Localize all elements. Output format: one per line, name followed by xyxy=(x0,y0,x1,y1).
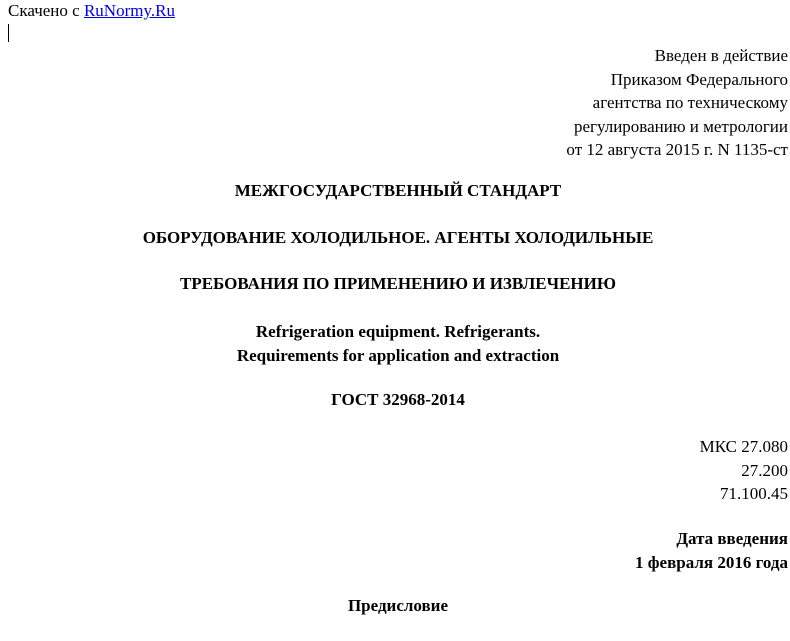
downloaded-from-line xyxy=(8,0,175,22)
document-title: ОБОРУДОВАНИЕ ХОЛОДИЛЬНОЕ. АГЕНТЫ ХОЛОДИЛЬНЫЕ xyxy=(142,228,654,247)
intro-line: регулированию и метрологии xyxy=(573,116,788,136)
intro-line: Введен в действие xyxy=(654,46,788,65)
introduction-block xyxy=(566,44,788,162)
text-cursor xyxy=(8,24,9,42)
english-title-line: Refrigeration equipment. Refrigerants. xyxy=(255,322,541,341)
english-title xyxy=(0,320,790,368)
intro-line: Приказом Федерального xyxy=(610,69,788,89)
intro-line: от 12 августа 2015 г. N 1135-ст xyxy=(566,140,788,159)
english-title-line: Requirements for application and extraction xyxy=(236,346,560,365)
runormy-link[interactable]: RuNormy.Ru xyxy=(83,1,175,20)
mks-codes xyxy=(700,435,788,506)
foreword-heading: Предисловие xyxy=(347,596,449,615)
downloaded-prefix: Скачено с xyxy=(8,1,84,20)
effective-date-block xyxy=(635,527,788,575)
effective-date-label: Дата введения xyxy=(676,529,788,548)
intro-line: агентства по техническому xyxy=(592,93,788,112)
document-subtitle: ТРЕБОВАНИЯ ПО ПРИМЕНЕНИЮ И ИЗВЛЕЧЕНИЮ xyxy=(179,274,616,293)
mks-line: 27.200 xyxy=(741,460,788,480)
standard-type-heading: МЕЖГОСУДАРСТВЕННЫЙ СТАНДАРТ xyxy=(234,181,562,200)
effective-date-value: 1 февраля 2016 года xyxy=(635,553,788,572)
gost-number: ГОСТ 32968-2014 xyxy=(331,390,465,409)
mks-line: МКС 27.080 xyxy=(699,437,788,456)
mks-line: 71.100.45 xyxy=(720,484,788,503)
